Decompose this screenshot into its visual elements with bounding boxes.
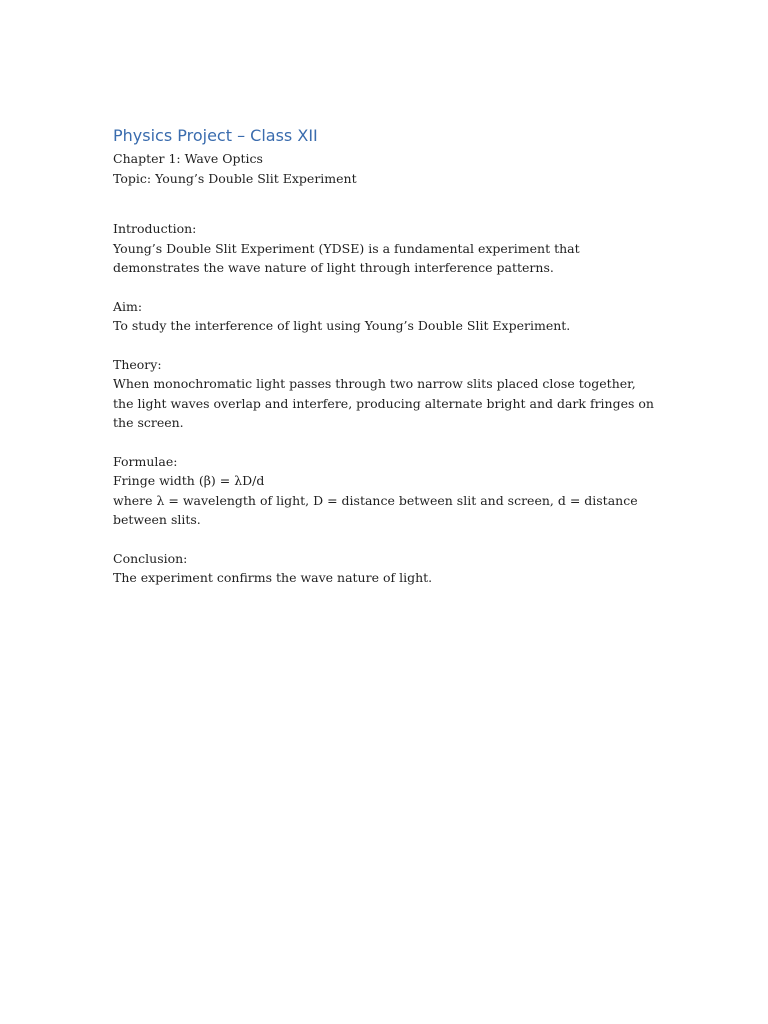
- topic-line: Topic: Young’s Double Slit Experiment: [113, 170, 357, 186]
- page-title: Physics Project – Class XII: [113, 126, 318, 145]
- introduction-text: Young’s Double Slit Experiment (YDSE) is a fundamental experiment that demonstrates the wave nature of light through interference patterns.: [113, 240, 580, 275]
- aim-heading: Aim:: [113, 298, 143, 314]
- document-content: [113, 125, 658, 588]
- conclusion-text: The experiment confirms the wave nature of light.: [113, 570, 433, 585]
- chapter-line: Chapter 1: Wave Optics: [113, 151, 263, 166]
- theory-heading: Theory:: [113, 356, 162, 372]
- formulae-heading: Formulae:: [113, 453, 178, 469]
- introduction-heading: Introduction:: [113, 221, 197, 236]
- formula-line: Fringe width (β) = λD/d: [113, 473, 265, 488]
- aim-text: To study the interference of light using Young’s Double Slit Experiment.: [113, 318, 571, 333]
- theory-text: When monochromatic light passes through two narrow slits placed close together, the light waves overlap and interfere, producing alternate bright and dark fringes on the screen.: [113, 376, 654, 430]
- formula-explanation: where λ = wavelength of light, D = distance between slit and screen, d = distance between slits.: [113, 492, 638, 527]
- conclusion-heading: Conclusion:: [113, 550, 188, 566]
